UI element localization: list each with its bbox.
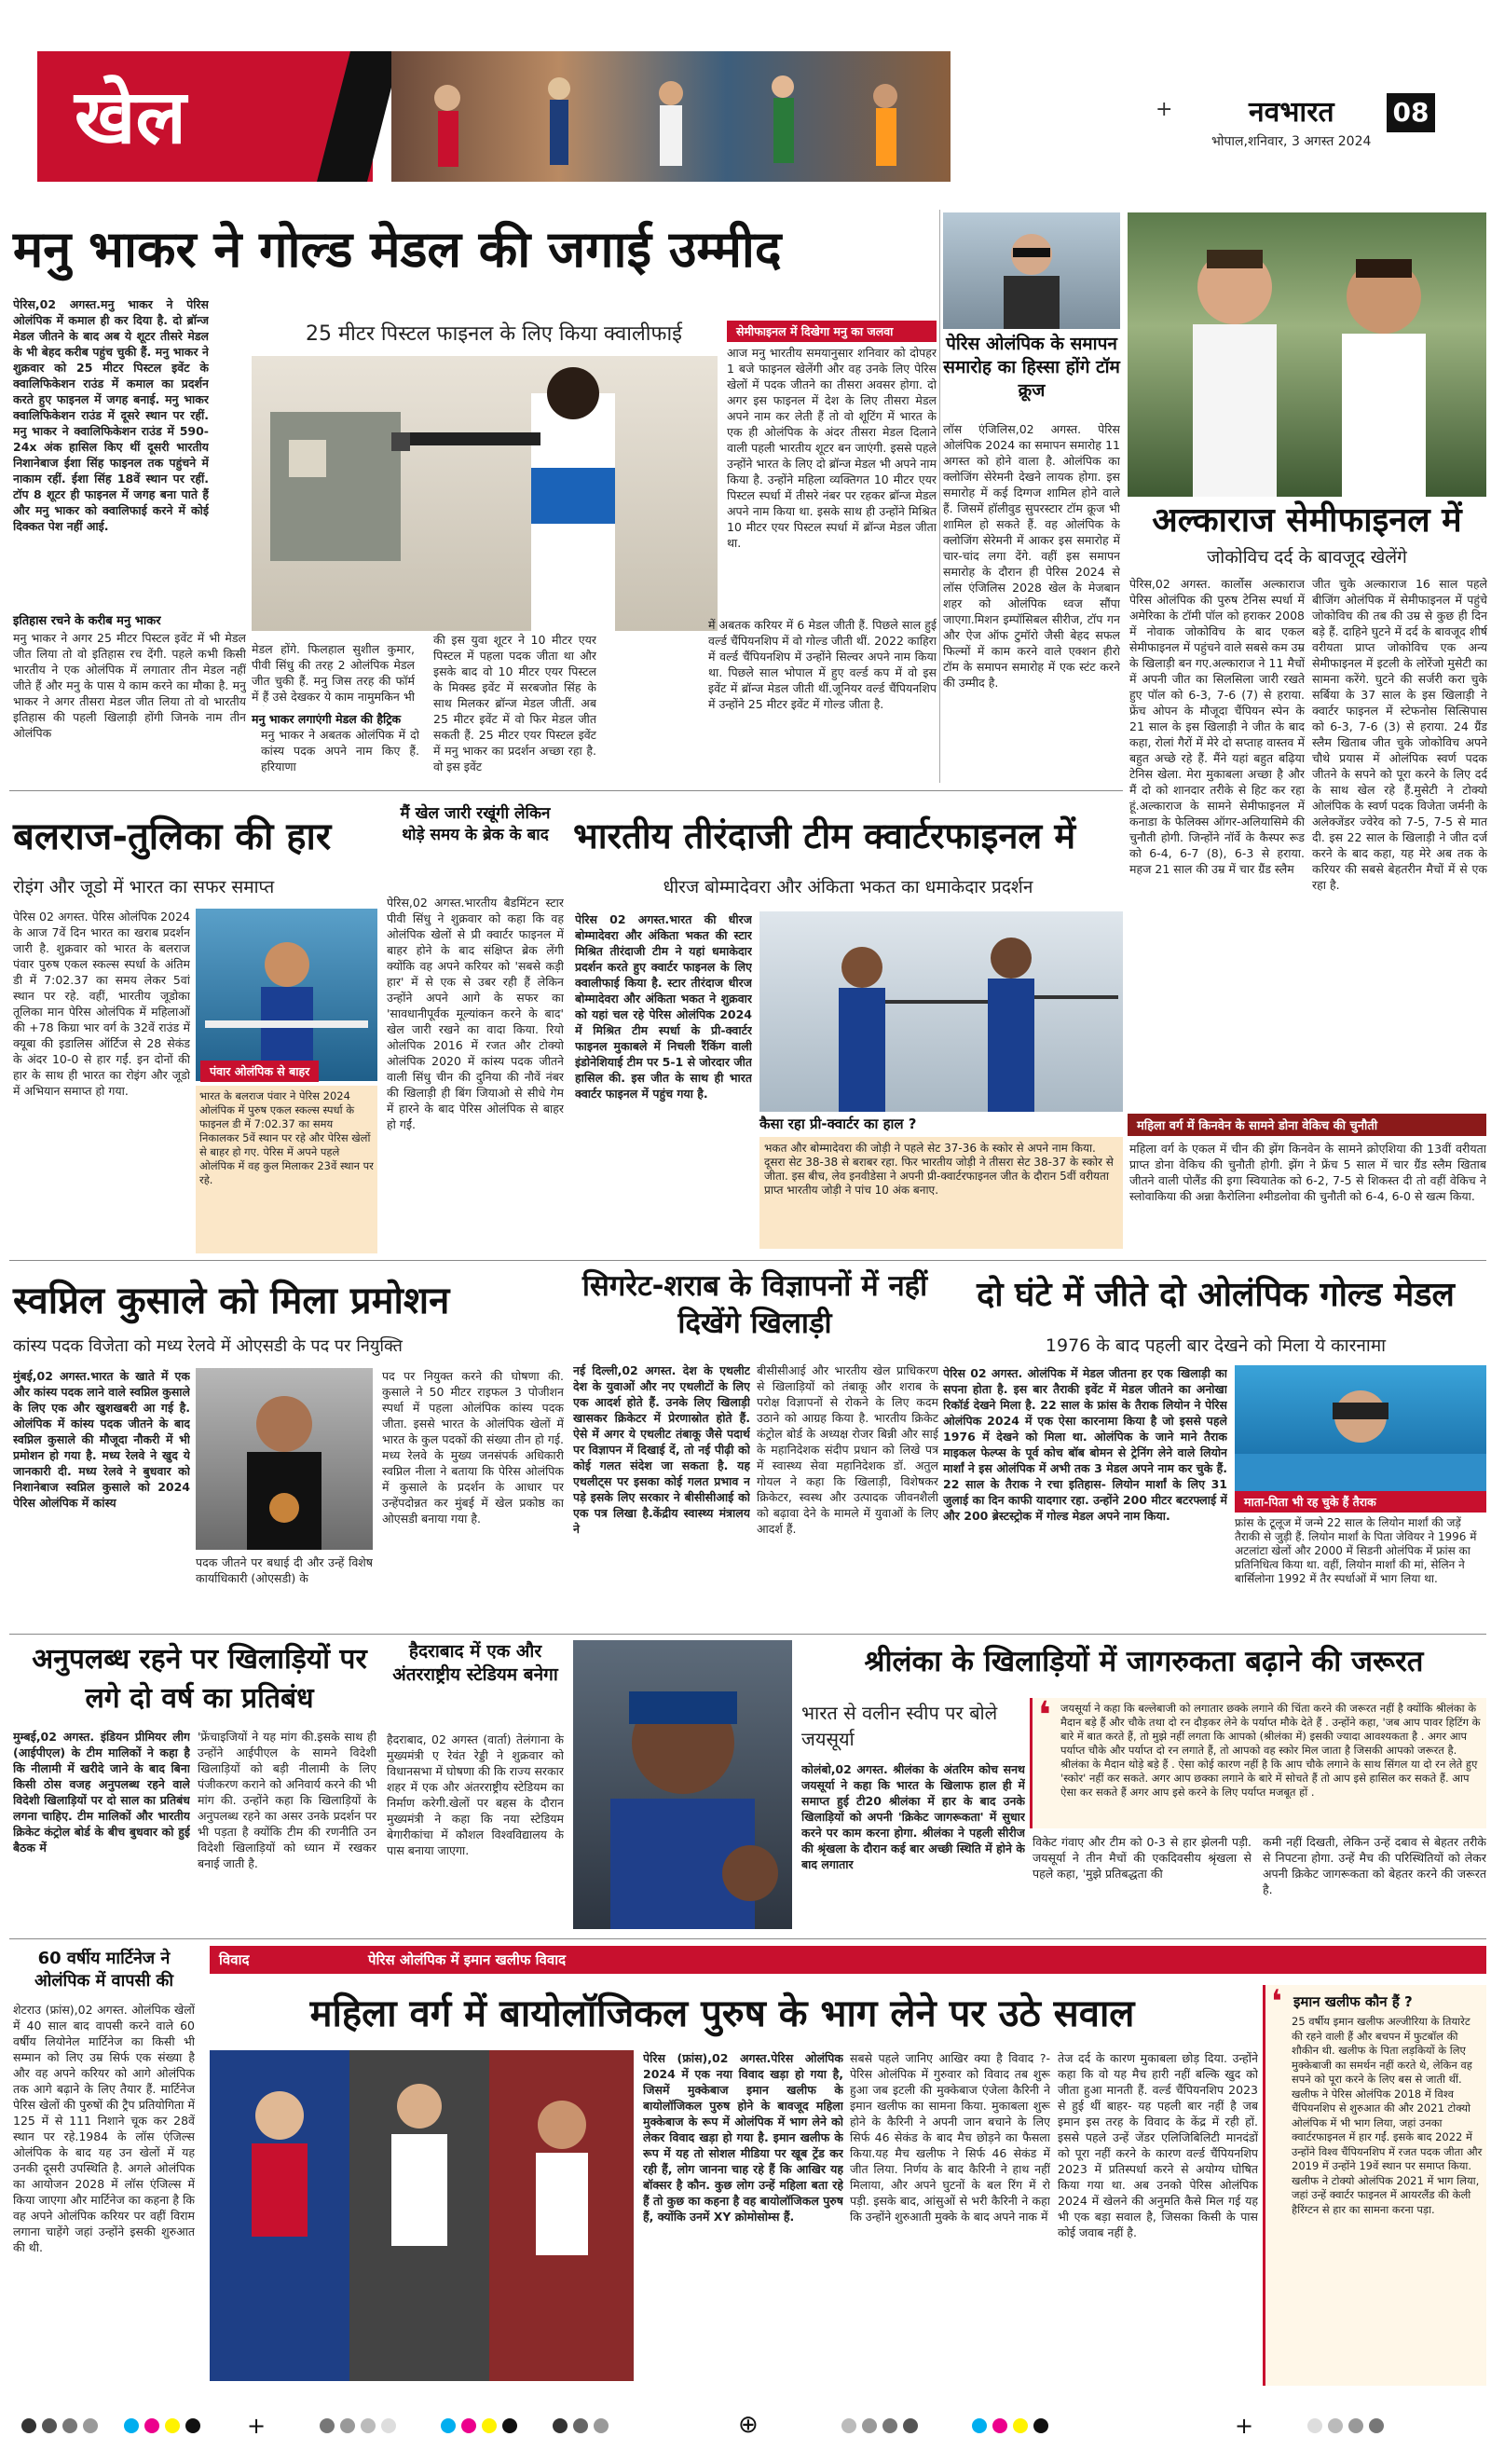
quote-mark-icon: ❛ — [1038, 1694, 1051, 1737]
archery-box-head: कैसा रहा प्री-क्वार्टर का हाल ? — [759, 1116, 917, 1132]
martinez-body — [13, 2002, 195, 2384]
archery-photo — [759, 911, 1123, 1112]
crosshair-icon: + — [247, 2413, 267, 2439]
crosshair-icon: + — [1235, 2413, 1254, 2439]
newspaper-logo: नवभारत — [1249, 96, 1334, 129]
khelif-who-head: इमान खलीफ कौन हैं ? — [1293, 1993, 1413, 2010]
khelif-col3: तेज दर्द के कारण मुकाबला छोड़ दिया. उन्होंने कहा कि वो यह मैच हारी नहीं बल्कि खुद को जीता हुआ मानती हैं. वर्ल्ड चैंपियनशिप 2023 से हुई थीं बाहर- यह पहली बार नहीं है जब इमान इस तरह के विवाद के केंद्र में रही हों. इससे पहले उन्हें जेंडर एलिजिबिलिटी मानदंडों को पूरा नहीं करने के कारण वर्ल्ड चैंपियनशिप 2023 में प्रतिस्पर्धा करने से अयोग्य घोषित किया गया था. अब उनको पेरिस ओलंपिक 2024 में खेलने की अनुमति कैसे मिल गई यह भी एक बड़ा सवाल है, जिसका किसी के पास कोई जवाब नहीं है. — [1058, 2051, 1258, 2239]
manu-hattrick-head: मनु भाकर लगाएंगी मेडल की हैट्रिक — [252, 712, 402, 726]
srilanka-body3: कमी नहीं दिखती, लेकिन उन्हें दबाव से बेहतर तरीके से निपटना होगा. उन्हें मैच की परिस्थितियों को लेकर अपनी क्रिकेट जागरूकता को बेहतर करने की जरूरत है. — [1263, 1835, 1486, 1896]
srilanka-body — [801, 1761, 1025, 1934]
swapnil-subhead: कांस्य पदक विजेता को मध्य रेलवे में ओएसडी के पद पर नियुक्ति — [13, 1336, 403, 1356]
manu-subhead: 25 मीटर पिस्टल फाइनल के लिए किया क्वालीफाई — [306, 322, 682, 346]
khelif-col1 — [643, 2050, 843, 2386]
print-registration-marks — [0, 2409, 1491, 2446]
cruise-photo — [943, 212, 1120, 329]
page-number-badge: 08 — [1387, 93, 1435, 132]
khelif-photo — [210, 2050, 634, 2381]
ipl-col1-text: मुम्बई,02 अगस्त. इंडियन प्रीमियर लीग (आईपीएल) के टीम मालिकों ने कहा है कि नीलामी में खरीदे जाने के बाद बिना किसी ठोस वजह अनुपलब्ध रहने वाले विदेशी खिलाड़ियों पर दो साल का प्रतिबंध लगना चाहिए. टीम मालिकों और भारतीय क्रिकेट कंट्रोल बोर्ड के बीच बुधवार को हुई बैठक में — [13, 1730, 190, 1855]
archery-body-text: पेरिस 02 अगस्त.भारत की धीरज बोम्मादेवरा और अंकिता भकत की स्टार मिश्रित तीरंदाजी टीम ने यहां धमाकेदार प्रदर्शन करते हुए क्वार्टर फाइनल के लिए क्वालीफाई किया है. स्टार तीरंदाज धीरज बोम्मादेवरा और अंकिता भकत ने शुक्रवार को यहां चल रहे पेरिस ओलंपिक 2024 में मिश्रित टीम स्पर्धा के प्री-क्वार्टर फाइनल मुकाबले में निचली रैंकिंग वाली इंडोनेशियाई टीम पर 5-1 से जोरदार जीत हासिल की. इस जीत के साथ ही भारत क्वार्टर फाइनल में पहुंच गया है. — [575, 912, 752, 1101]
twogold-tag: माता-पिता भी रह चुके हैं तैराक — [1235, 1491, 1486, 1513]
khelif-col2: सबसे पहले जानिए आखिर क्या है विवाद ?- पेरिस ओलंपिक में गुरुवार को विवाद तब शुरू हुआ जब इटली की मुक्केबाज एंजेला कैरिनी ने इमान खलीफ का सामना किया. मुकाबला शुरू होने के कैरिनी ने अपनी जान बचाने के लिए सिर्फ 46 सेकंड के बाद मैच छोड़ने का फैसला किया.यह मैच खलीफ ने सिर्फ 46 सेकंड में जीत लिया. निर्णय के बाद कैरिनी ने हाथ नहीं मिलाया, और अपने घुटनों के बल रिंग में रो पड़ी. इसके बाद, आंसुओं से भरी कैरिनी ने कहा कि उन्होंने शुरुआती मुक्के के बाद अपने नाक में — [850, 2051, 1050, 2224]
khelif-headline: महिला वर्ग में बायोलॉजिकल पुरुष के भाग लेने पर उठे सवाल — [309, 1992, 1135, 2035]
manu-col2: मेडल होंगे. फिलहाल सुशील कुमार, पीवी सिंधु की तरह 2 ओलंपिक मेडल जीत चुकी हैं. मनु जिस तरह की फॉर्म में हैं उसे देखकर ये काम नामुमकिन भी — [252, 642, 415, 704]
donna-body: महिला वर्ग के एकल में चीन की झेंग किनवेन के सामने क्रोएशिया की 13वीं वरीयता प्राप्त डोना वेकिच की चुनौती होगी. झेंग ने फ्रेंच 5 साल में चार ग्रैंड स्लैम खिताब जीतने वाली पोलैंड की इगा स्वियातेक को 6-2, 7-5 से शिकस्त दी तो वहीं वेकिच ने स्लोवाकिया की अन्ना कैरोलिना श्मीडलोवा की चुनौती को 6-4, 6-0 से खत्म किया. — [1129, 1142, 1486, 1203]
balraj-body — [13, 909, 190, 1249]
manu-col3: की इस युवा शूटर ने 10 मीटर एयर पिस्टल में पहला पदक जीता था और इसके बाद वो 10 मीटर एयर पिस्टल के मिक्स्ड इवेंट में सरबजोत सिंह के साथ मिलकर ब्रॉन्ज मेडल जीतीं. अब 25 मीटर इवेंट में वो फिर मेडल जीत सकती हैं. 25 मीटर एयर पिस्टल इवेंट में मनु भाकर का प्रदर्शन अच्छा रहा है. वो इस इवेंट — [433, 633, 596, 773]
balraj-headline: बलराज-तुलिका की हार — [13, 815, 332, 858]
balraj-body-text: पेरिस 02 अगस्त. पेरिस ओलंपिक 2024 के आज 7वें दिन भारत का खराब प्रदर्शन जारी है. शुक्रवार को भारत के बलराज पंवार पुरुष एकल स्कल्स स्पर्धा के अंतिम डी में 7:02.37 का समय लेकर 5वां स्थान पर रहे. वहीं, भारतीय जूडोका तूलिका मान पेरिस ओलंपिक में महिलाओं की +78 किग्रा भार वर्ग के 32वें राउंड में क्यूबा की इडालिस ऑर्टिज से 28 सेकंड के अंदर 10-0 से हार गईं. इन दोनों की हार के साथ ही भारत का रोइंग और जूडो में अभियान समाप्त हो गया. — [13, 910, 190, 1098]
ipl-col2: 'फ्रेंचाइजियों ने यह मांग की.इसके साथ ही उन्होंने आईपीएल के सामने विदेशी खिलाड़ियों को बड़ी नीलामी के लिए पंजीकरण कराने को अनिवार्य करने की भी मांग की. उन्होंने कहा कि खिलाड़ियों के अनुपलब्ध रहने का असर उनके प्रदर्शन पर भी पड़ता है क्योंकि टीम की रणनीति उन विदेशी खिलाड़ियों को ध्यान में रखकर बनाई जाती है. — [198, 1730, 376, 1870]
twogold-tag-body: फ्रांस के टूलूज में जन्मे 22 साल के लियोन मार्शां की जड़ें तैराकी से जुड़ी हैं. लियोन मार्शां के पिता जेवियर ने 1996 में अटलांटा खेलों और 2000 में सिडनी ओलंपिक में फ्रांस का प्रतिनिधित्व किया था. वहीं, लियोन मार्शां की मां, सेलिन ने बार्सिलोना 1992 में तैर स्पर्धाओं में भाग लिया था. — [1235, 1516, 1477, 1585]
balraj-caption: भारत के बलराज पंवार ने पेरिस 2024 ओलंपिक में पुरुष एकल स्कल्स स्पर्धा के फाइनल डी में 7:02.37 का समय निकालकर 5वें स्थान पर रहे और पेरिस खेलों से बाहर हो गए. पेरिस में अपने पहले ओलंपिक में वह कुल मिलाकर 23वें स्थान पर रहे. — [196, 1086, 377, 1253]
twogold-body-text: पेरिस 02 अगस्त. ओलंपिक में मेडल जीतना हर एक खिलाड़ी का सपना होता है. इस बार तैराकी इवेंट में मेडल जीतने का अनोखा रिकॉर्ड देखने मिला है. 22 साल के फ्रांस के तैराक लियोन ने पेरिस ओलंपिक 2024 में एक ऐसा कारनामा किया है जो इससे पहले 1976 में देखने को मिला था. ओलंपिक के जाने माने तैराक माइकल फेल्प्स के पूर्व कोच बॉब बोमन से ट्रेनिंग लेने वाले लियोन मार्शां ने इस ओलंपिक में अभी तक 3 मेडल अपने नाम कर चुके हैं. 22 साल के तैराक ने रचा इतिहास- लियोन मार्शां के लिए 31 जुलाई का दिन काफी यादगार रहा. उन्होंने 200 मीटर बटरफ्लाई में और 200 ब्रेस्टस्ट्रोक में गोल्ड मेडल अपने नाम किया. — [943, 1366, 1227, 1523]
tobacco-col1-text: नई दिल्ली,02 अगस्त. देश के एथलीट देश के युवाओं और नए एथलीटों के लिए एक आदर्श होते हैं. उनके लिए खिलाड़ी खासकर क्रिकेटर में प्रेरणास्रोत होते हैं. ऐसे में अगर ये एथलीट तंबाकू जैसे पदार्थ पर विज्ञापन में दिखाई दें, तो नई पीढ़ी को कोई गलत संदेश जा सकता है. यह एथलीट्स पर इसका कोई गलत प्रभाव न पड़े इसके लिए सरकार ने बीसीसीआई को एक पत्र लिखा है.केंद्रीय स्वास्थ्य मंत्रालय ने — [573, 1363, 750, 1536]
martinez-headline: 60 वर्षीय मार्टिनेज ने ओलंपिक में वापसी की — [34, 1949, 174, 1991]
masthead — [0, 0, 1491, 186]
archery-headline: भारतीय तीरंदाजी टीम क्वार्टरफाइनल में — [573, 815, 1076, 856]
manu-jalwa-body: आज मनु भारतीय समयानुसार शनिवार को दोपहर 1 बजे फाइनल खेलेंगी और वह उनके लिए पेरिस खेलों में पदक जीतने का तीसरा अवसर होगा. दो अगर इस फाइनल में देश के लिए तीसरा मेडल अपने नाम कर लेती हैं तो वो शूटिंग में भारत के एक ही ओलंपिक के अंदर तीसरा मेडल दिलाने वाली पहली भारतीय शूटर बन जाएंगी. इससे पहले उन्होंने भारत के लिए दो ब्रॉन्ज मेडल भी अपने नाम किया है. उन्होंने महिला व्यक्तिगत 10 मीटर एयर पिस्टल स्पर्धा में तीसरे नंबर पर रहकर ब्रॉन्ज मेडल अपने नाम किया था. इसके साथ ही उन्होंने मिश्रित 10 मीटर एयर पिस्टल स्पर्धा में ब्रॉन्ज मेडल जीता था. — [727, 346, 937, 550]
khelif-tag2: पेरिस ओलंपिक में इमान खलीफ विवाद — [368, 1951, 567, 1968]
swapnil-caption: पदक जीतने पर बधाई दी और उन्हें विशेष कार्याधिकारी (ओएसडी) के — [196, 1555, 373, 1585]
khelif-tag-bar — [210, 1946, 1486, 1974]
manu-headline: मनु भाकर ने गोल्ड मेडल की जगाई उम्मीद — [13, 220, 782, 279]
manu-col4: में अबतक करियर में 6 मेडल जीती हैं. पिछले साल हुई वर्ल्ड चैंपियनशिप में वो गोल्ड जीती थीं. 2022 काहिरा में वर्ल्ड चैंपियनशिप में उन्होंने सिल्वर अपने नाम किया था. पिछले साल भोपाल में हुए वर्ल्ड कप में वो इस इवेंट में ब्रॉन्ज मेडल जीती थीं.जूनियर वर्ल्ड चैंपियनशिप में उन्होंने 25 मीटर इवेंट में गोल्ड जीता है. — [708, 618, 937, 711]
khelif-who-box — [1263, 1985, 1486, 2386]
srilanka-quote: जयसूर्या ने कहा कि बल्लेबाजी को लगातार छक्के लगाने की चिंता करने की जरूरत नहीं है क्योंकि श्रीलंका के मैदान बड़े हैं और चौके तथा दो रन दौड़कर लेने के पर्याप्त मौके देते हैं . उन्होंने कहा, 'जब आप पावर हिटिंग के बारे में बात करते हैं, तो मुझे नहीं लगता कि आपको (श्रीलंका में) इसकी ज्यादा आवश्यकता है . अगर आप पर्याप्त चौके और पर्याप्त दो रन लगाते हैं, तो आपको वह स्कोर मिल जाता है जिसकी आपको जरूरत है. श्रीलंका के मैदान थोड़े बड़े हैं . ऐसा कोई कारण नहीं है कि आप चौके लगाने के साथ सिंगल या दो रन लेते हुए 'स्कोर' नहीं कर सकते. अगर आप छक्का लगाने के बारे में सोचते हैं तो आप इसे हासिल कर सकते हैं. आप ऐसा कर सकते हैं अगर आप इसे करने के लिए पर्याप्त मजबूत हों . — [1060, 1702, 1481, 1799]
jayasuriya-photo — [573, 1640, 792, 1929]
swapnil-body — [13, 1368, 190, 1629]
srilanka-body-text: कोलंबो,02 अगस्त. श्रीलंका के अंतरिम कोच सनथ जयसूर्या ने कहा कि भारत के खिलाफ हाल ही में समाप्त हुई टी20 श्रीलंका में हार के बाद उनके खिलाड़ियों को अपनी 'क्रिकेट जागरूकता' में सुधार करने पर काम करना होगा. श्रीलंका ने पहली सीरीज की श्रृंखला के दौरान कई बार अच्छी स्थिति में होने के बाद लगातार — [801, 1762, 1025, 1871]
alcaraz-col1-text: पेरिस,02 अगस्त. कार्लोस अल्काराज पेरिस ओलंपिक की पुरुष टेनिस स्पर्धा में अमेरिका के टॉमी पॉल को हराकर 2008 में नोवाक जोकोविच के बाद एकल सेमीफाइनल में पहुंचने वाले सबसे कम उम्र के खिलाड़ी बन गए.अल्काराज ने 11 मैचों में अपनी जीत का सिलसिला जारी रखते हुए पॉल को 6-3, 7-6 (7) से हराया. फ्रेंच ओपन के मौजूदा चैंपियन स्पेन के 21 साल के इस खिलाड़ी ने जीत के बाद कहा, रोलां गैरों में मेरे दो सप्ताह वास्तव में बहुत अच्छे रहे हैं. मैंने यहां बहुत बढ़िया टेनिस खेला. मेरा मुकाबला अच्छा है और मैं दो को शानदार तरीके से हिट कर रहा हूं.अल्काराज के सामने सेमीफाइनल में कनाडा के फेलिक्स ऑगर-अलियासिमे की चुनौती होगी. जिन्होंने नॉर्वे के कैस्पर रूड को 6-4, 6-7 (8), 6-3 से हराया. महज 21 साल की उम्र में चार ग्रैंड स्लैम — [1129, 577, 1305, 876]
section-title: खेल — [75, 73, 186, 160]
dateline: भोपाल,शनिवार, 3 अगस्त 2024 — [1211, 134, 1372, 149]
archery-subhead: धीरज बोम्मादेवरा और अंकिता भकत का धमाकेदार प्रदर्शन — [663, 877, 1033, 897]
ipl-headline: अनुपलब्ध रहने पर खिलाड़ियों पर लगे दो वर्ष का प्रतिबंध — [32, 1643, 367, 1715]
balraj-photo — [196, 909, 377, 1081]
alcaraz-headline: अल्काराज सेमीफाइनल में — [1152, 501, 1462, 540]
quote-mark-icon: ❛ — [1271, 1983, 1282, 2020]
srilanka-quote-box — [1030, 1694, 1486, 1828]
donna-tag: महिला वर्ग में किनवेन के सामने डोना वेकिच की चुनौती — [1128, 1114, 1486, 1136]
sports-collage-image — [391, 51, 951, 182]
sindhu-body: पेरिस,02 अगस्त.भारतीय बैडमिंटन स्टार पीवी सिंधु ने शुक्रवार को कहा कि वह ओलंपिक खेलों से प्री क्वार्टर फाइनल में बाहर होने के बाद संक्षिप्त ब्रेक लेंगी क्योंकि वह अपने करियर को 'सबसे कड़ी हार' में से एक से उबर रही हैं लेकिन उन्होंने अपने आगे के सफर का 'सावधानीपूर्वक मूल्यांकन करने के बाद' खेल जारी रखने का वादा किया. रियो ओलंपिक 2016 में रजत और टोक्यो ओलंपिक 2020 में कांस्य पदक जीतने वाली सिंधु चीन की दुनिया की नौवें नंबर की खिलाड़ी ही बिंग जियाओ से सीधे गेम में हारने के बाद पेरिस ओलंपिक से बाहर हो गईं. — [387, 896, 564, 1131]
srilanka-body2: विकेट गंवाए और टीम को 0-3 से हार झेलनी पड़ी. जयसूर्या ने तीन मैचों की एकदिवसीय श्रृंखला से पहले कहा, 'मुझे प्रतिबद्धता की — [1033, 1835, 1252, 1881]
hyderabad-body: हैदराबाद, 02 अगस्त (वार्ता) तेलंगाना के मुख्यमंत्री ए रेवंत रेड्डी ने शुक्रवार को विधानसभा में घोषणा की कि राज्य सरकार शहर में एक और अंतरराष्ट्रीय स्टेडियम का निर्माण करेगी.खेलों पर बहस के दौरान मुख्यमंत्री ने कहा कि नया स्टेडियम बेगारीकांचा में कौशल विश्वविद्यालय के पास बनाया जाएगा. — [387, 1732, 564, 1857]
manu-lead: पेरिस,02 अगस्त.मनु भाकर ने पेरिस ओलंपिक में कमाल ही कर दिया है. दो ब्रॉन्ज मेडल जीतने के बाद अब ये शूटर तीसरे मेडल के भी बेहद करीब पहुंच चुकी हैं. मनु भाकर ने शुक्रवार को 25 मीटर पिस्टल इवेंट के क्वालिफिकेशन राउंड में कमाल का प्रदर्शन करते हुए फाइनल में जगह बनाई. मनु भाकर क्वालिफिकेशन राउंड में दूसरे स्थान पर रहीं. मनु भाकर ने क्वालिफिकेशन राउंड में 590-24x अंक हासिल किए थीं दूसरी भारतीय निशानेबाज ईशा सिंह फाइनल तक पहुंचने में नाकाम रहीं. ईशा सिंह 18वें स्थान पर रहीं. टॉप 8 शूटर ही फाइनल में जगह बना पाते हैं और मनु भाकर को क्वालिफाई करने में कोई दिक्कत पेश नहीं आई. — [13, 297, 209, 533]
tobacco-col2: बीसीसीआई और भारतीय खेल प्राधिकरण से खिलाड़ियों को तंबाकू और शराब के परोक्ष विज्ञापनों से रोकने के लिए कदम उठाने को आग्रह किया है. भारतीय क्रिकेट कंट्रोल बोर्ड के अध्यक्ष रोजर बिन्नी और साई के महानिदेशक संदीप प्रधान को लिखे पत्र में स्वास्थ्य सेवा महानिदेशक डॉ. अतुल गोयल ने कहा कि खिलाड़ी, विशेषकर क्रिकेटर, स्वस्थ और उत्पादक जीवनशैली को बढ़ावा देने के मामले में युवाओं के लिए आदर्श हैं. — [757, 1363, 938, 1536]
khelif-who-body: 25 वर्षीय इमान खलीफ अल्जीरिया के तियारेट की रहने वाली हैं और बचपन में फुटबॉल की शौकीन थी. खलीफ के पिता लड़कियों के लिए मुक्केबाजी का समर्थन नहीं करते थे, लेकिन वह सपने को पूरा करने के लिए बस से जाती थीं. खलीफ ने पेरिस ओलंपिक 2018 में विश्व चैंपियनशिप से शुरुआत की और 2021 टोक्यो ओलंपिक में भी भाग लिया, जहां उनका क्वार्टरफाइनल में हार गईं. इसके बाद 2022 में उन्होंने विश्व चैंपियनशिप में रजत पदक जीता और 2019 में उन्होंने 19वें स्थान पर समाप्त किया. खलीफ ने टोक्यो ओलंपिक 2021 में भाग लिया, जहां उन्हें क्वार्टर फाइनल में आयरलैंड की केली हैरिंग्टन से हार का सामना करना पड़ा. — [1292, 2015, 1483, 2216]
swapnil-body-text: मुंबई,02 अगस्त.भारत के खाते में एक और कांस्य पदक लाने वाले स्वप्निल कुसाले के लिए एक और खुशखबरी आ गई है. ओलंपिक में कांस्य पदक जीतने के बाद स्वप्निल कुसाले की मौजूदा नौकरी में भी प्रमोशन हो गया है. मध्य रेलवे ने खुद ये जानकारी दी. मध्य रेलवे ने बुधवार को निशानेबाज स्वप्निल कुसाले को 2024 पेरिस ओलंपिक में कांस्य — [13, 1369, 190, 1510]
balraj-subhead: रोइंग और जूडो में भारत का सफर समाप्त — [13, 877, 275, 897]
swapnil-headline: स्वप्निल कुसाले को मिला प्रमोशन — [13, 1280, 450, 1322]
srilanka-headline: श्रीलंका के खिलाड़ियों में जागरुकता बढ़ाने की जरूरत — [864, 1645, 1424, 1678]
twogold-subhead: 1976 के बाद पहली बार देखने को मिला ये कारनामा — [1045, 1335, 1387, 1356]
sindhu-headline: मैं खेल जारी रखूंगी लेकिन थोड़े समय के ब्रेक के बाद — [400, 804, 551, 844]
khelif-tag: विवाद — [219, 1951, 250, 1968]
archery-box-body: भकत और बोम्मादेवरा की जोड़ी ने पहले सेट 37-36 के स्कोर से अपने नाम किया. दूसरा सेट 38-38 से बराबर रहा. फिर भारतीय जोड़ी ने तीसरा सेट 38-37 के स्कोर से जीता. इस बीच, लेव इनवीडेसा ने अपनी प्री-क्वार्टरफाइनल जीत के दौरान 5वीं वरीयता प्राप्त भारतीय जोड़ी ने पांच 10 अंक बनाए. — [759, 1137, 1123, 1249]
ipl-col1 — [13, 1729, 190, 1938]
alcaraz-subhead: जोकोविच दर्द के बावजूद खेलेंगे — [1207, 547, 1407, 568]
manu-lead-text — [13, 296, 209, 613]
alcaraz-col2: जीत चुके अल्काराज 16 साल पहले बीजिंग ओलंपिक में सेमीफाइनल में पहुंचे जोकोविच की तब की उम्र से कुछ ही दिन बड़े हैं. दाहिने घुटने में दर्द के बावजूद शीर्ष वरीयता प्राप्त जोकोविच एक अन्य सेमीफाइनल में इटली के लोरेंजो मुसेटी का सामना करेंगे. घुटने की सर्जरी करा चुके सर्बिया के 37 साल के इस खिलाड़ी ने क्वार्टर फाइनल में स्टेफनोस सित्सिपास को 6-3, 7-6 (3) से हराया. 24 ग्रैंड स्लैम खिताब जीत चुके जोकोविच अपने चौथे प्रयास में ओलंपिक स्वर्ण पदक जीतने के सपने को पूरा करने के लिए दर्द के साथ खेल रहे हैं.मुसेटी ने टोक्यो ओलंपिक के स्वर्ण पदक विजेता जर्मनी के अलेक्जेंडर ज्वेरेव को 7-5, 7-5 से मात दी. इस 22 साल के खिलाड़ी ने जीत दर्ज करने के बाद कहा, यह मेरे अब तक के करियर की सबसे बेहतरीन मैचों में से एक रहा है. — [1312, 577, 1487, 892]
cruise-body: लॉस एंजिलिस,02 अगस्त. पेरिस ओलंपिक 2024 का समापन समारोह 11 अगस्त को होने वाला है. ओलंपिक का क्लोजिंग सेरेमनी देखने लायक होगा. इस समारोह में कई दिग्गज शामिल होने वाले हैं. जिसमें हॉलीवुड सुपरस्टार टॉम क्रूज भी शामिल हो सकते हैं. वह ओलंपिक के क्लोजिंग सेरेमनी में आकर इस समारोह में चार-चांद लगा देंगे. वहीं इस समापन समारोह के दौरान ही पेरिस 2024 से लॉस एंजिलिस 2028 खेल के मेजबान शहर को ओलंपिक ध्वज सौंपा जाएगा.मिशन इम्पॉसिबल सीरीज, टॉप गन और ऐज ऑफ टुमॉरो जैसी बेहद सफल फिल्मों में काम करने वाले एक्शन हीरो टॉम के समापन समारोह में एक स्टंट करने की उम्मीद है. — [943, 422, 1120, 690]
swapnil-photo — [196, 1368, 373, 1550]
manu-col2b: मनु भाकर ने अबतक ओलंपिक में दो कांस्य पदक अपने नाम किए हैं. हरियाणा — [261, 728, 419, 773]
khelif-col1-text: पेरिस (फ्रांस),02 अगस्त.पेरिस ओलंपिक 2024 में एक नया विवाद खड़ा हो गया है, जिसमें मुक्केबाज इमान खलीफ के बायोलॉजिकल पुरुष होने के बावजूद महिला मुक्केबाज के रूप में ओलंपिक में भाग लेने को लेकर विवाद खड़ा हो गया है. इमान खलीफ के रूप में यह तो सोशल मीडिया पर खूब ट्रेंड कर रही हैं, लोग जानना चाह रहे हैं कि आखिर यह बॉक्सर है कौन. कुछ लोग उन्हें महिला बता रहे हैं तो कुछ का कहना है वह बायोलॉजिकल पुरुष हैं, क्योंकि उनमें XY क्रोमोसोम्स हैं. — [643, 2051, 843, 2224]
swimmer-photo — [1235, 1365, 1486, 1500]
srilanka-subhead: भारत से वलीन स्वीप पर बोले जयसूर्या — [801, 1702, 998, 1750]
alcaraz-djokovic-photo — [1128, 212, 1486, 497]
twogold-body — [943, 1365, 1227, 1631]
registration-target-icon: ⊕ — [738, 2411, 759, 2439]
tobacco-headline: सिगरेट-शराब के विज्ञापनों में नहीं दिखेंगे खिलाड़ी — [581, 1269, 928, 1340]
hyderabad-headline: हैदराबाद में एक और अंतरराष्ट्रीय स्टेडियम बनेगा — [392, 1641, 558, 1685]
manu-jalwa-tag: सेमीफाइनल में दिखेगा मनु का जलवा — [727, 321, 937, 342]
balraj-photo-tag: पंवार ओलंपिक से बाहर — [200, 1061, 319, 1082]
tobacco-col1 — [573, 1362, 750, 1628]
cruise-headline: पेरिस ओलंपिक के समापन समारोह का हिस्सा होंगे टॉम क्रूज — [943, 334, 1120, 401]
manu-history-head: इतिहास रचने के करीब मनु भाकर — [13, 614, 161, 628]
alcaraz-col1 — [1129, 576, 1305, 1112]
crosshair-icon: + — [1156, 98, 1173, 121]
martinez-body-text: शेटराउ (फ्रांस),02 अगस्त. ओलंपिक खेलों में 40 साल बाद वापसी करने वाले 60 वर्षीय लियोनेल मार्टिनेज का किसी भी सम्मान को लिए उम्र सिर्फ एक संख्या है और वह अपने करियर को आगे ओलंपिक तक आगे बढ़ाने के लिए तैयार हैं. मार्टिनेज पेरिस खेलों की पुरुषों की ट्रैप प्रतियोगिता में 125 में से 111 निशाने चूक कर 28वें स्थान पर रहे.1984 के लॉस एंजिल्स ओलंपिक के बाद यह उन खेलों में यह उनकी दूसरी उपस्थिति है. अगले ओलंपिक का आयोजन 2028 में लॉस एंजिल्स में किया जाएगा और मार्टिनेज का कहना है कि वह अपने ओलंपिक करियर पर वहीं विराम लगाना चाहेंगे जहां उन्होंने इसकी शुरुआत की थी. — [13, 2003, 195, 2254]
archery-body — [575, 911, 752, 1252]
manu-col1b: मनु भाकर ने अगर 25 मीटर पिस्टल इवेंट में भी मेडल जीत लिया तो वो इतिहास रच देंगी. पहले कभी किसी भारतीय ने एक ओलंपिक में लगातार तीन मेडल नहीं जीते हैं और मनु के पास ये काम करने का मौका है. मनु भाकर ने अगर तीसरा मेडल जीत लिया तो वो भारतीय इतिहास की पहली खिलाड़ी होंगी जिनके नाम तीन ओलंपिक — [13, 631, 246, 740]
twogold-headline: दो घंटे में जीते दो ओलंपिक गोल्ड मेडल — [977, 1276, 1455, 1314]
manu-photo — [252, 356, 718, 631]
swapnil-col2: पद पर नियुक्त करने की घोषणा की. कुसाले ने 50 मीटर राइफल 3 पोजीशन स्पर्धा में पहला ओलंपिक कांस्य पदक जीता. इससे भारत के ओलंपिक खेलों में भारत के कुल पदकों की संख्या तीन हो गई. मध्य रेलवे के मुख्य जनसंपर्क अधिकारी स्वप्निल नीला ने बताया कि पेरिस ओलंपिक में कुसाले के प्रदर्शन के आधार पर उन्हेंपदोन्नत कर मुंबई में खेल प्रकोष्ठ का ओएसडी बनाया गया है. — [382, 1369, 564, 1526]
